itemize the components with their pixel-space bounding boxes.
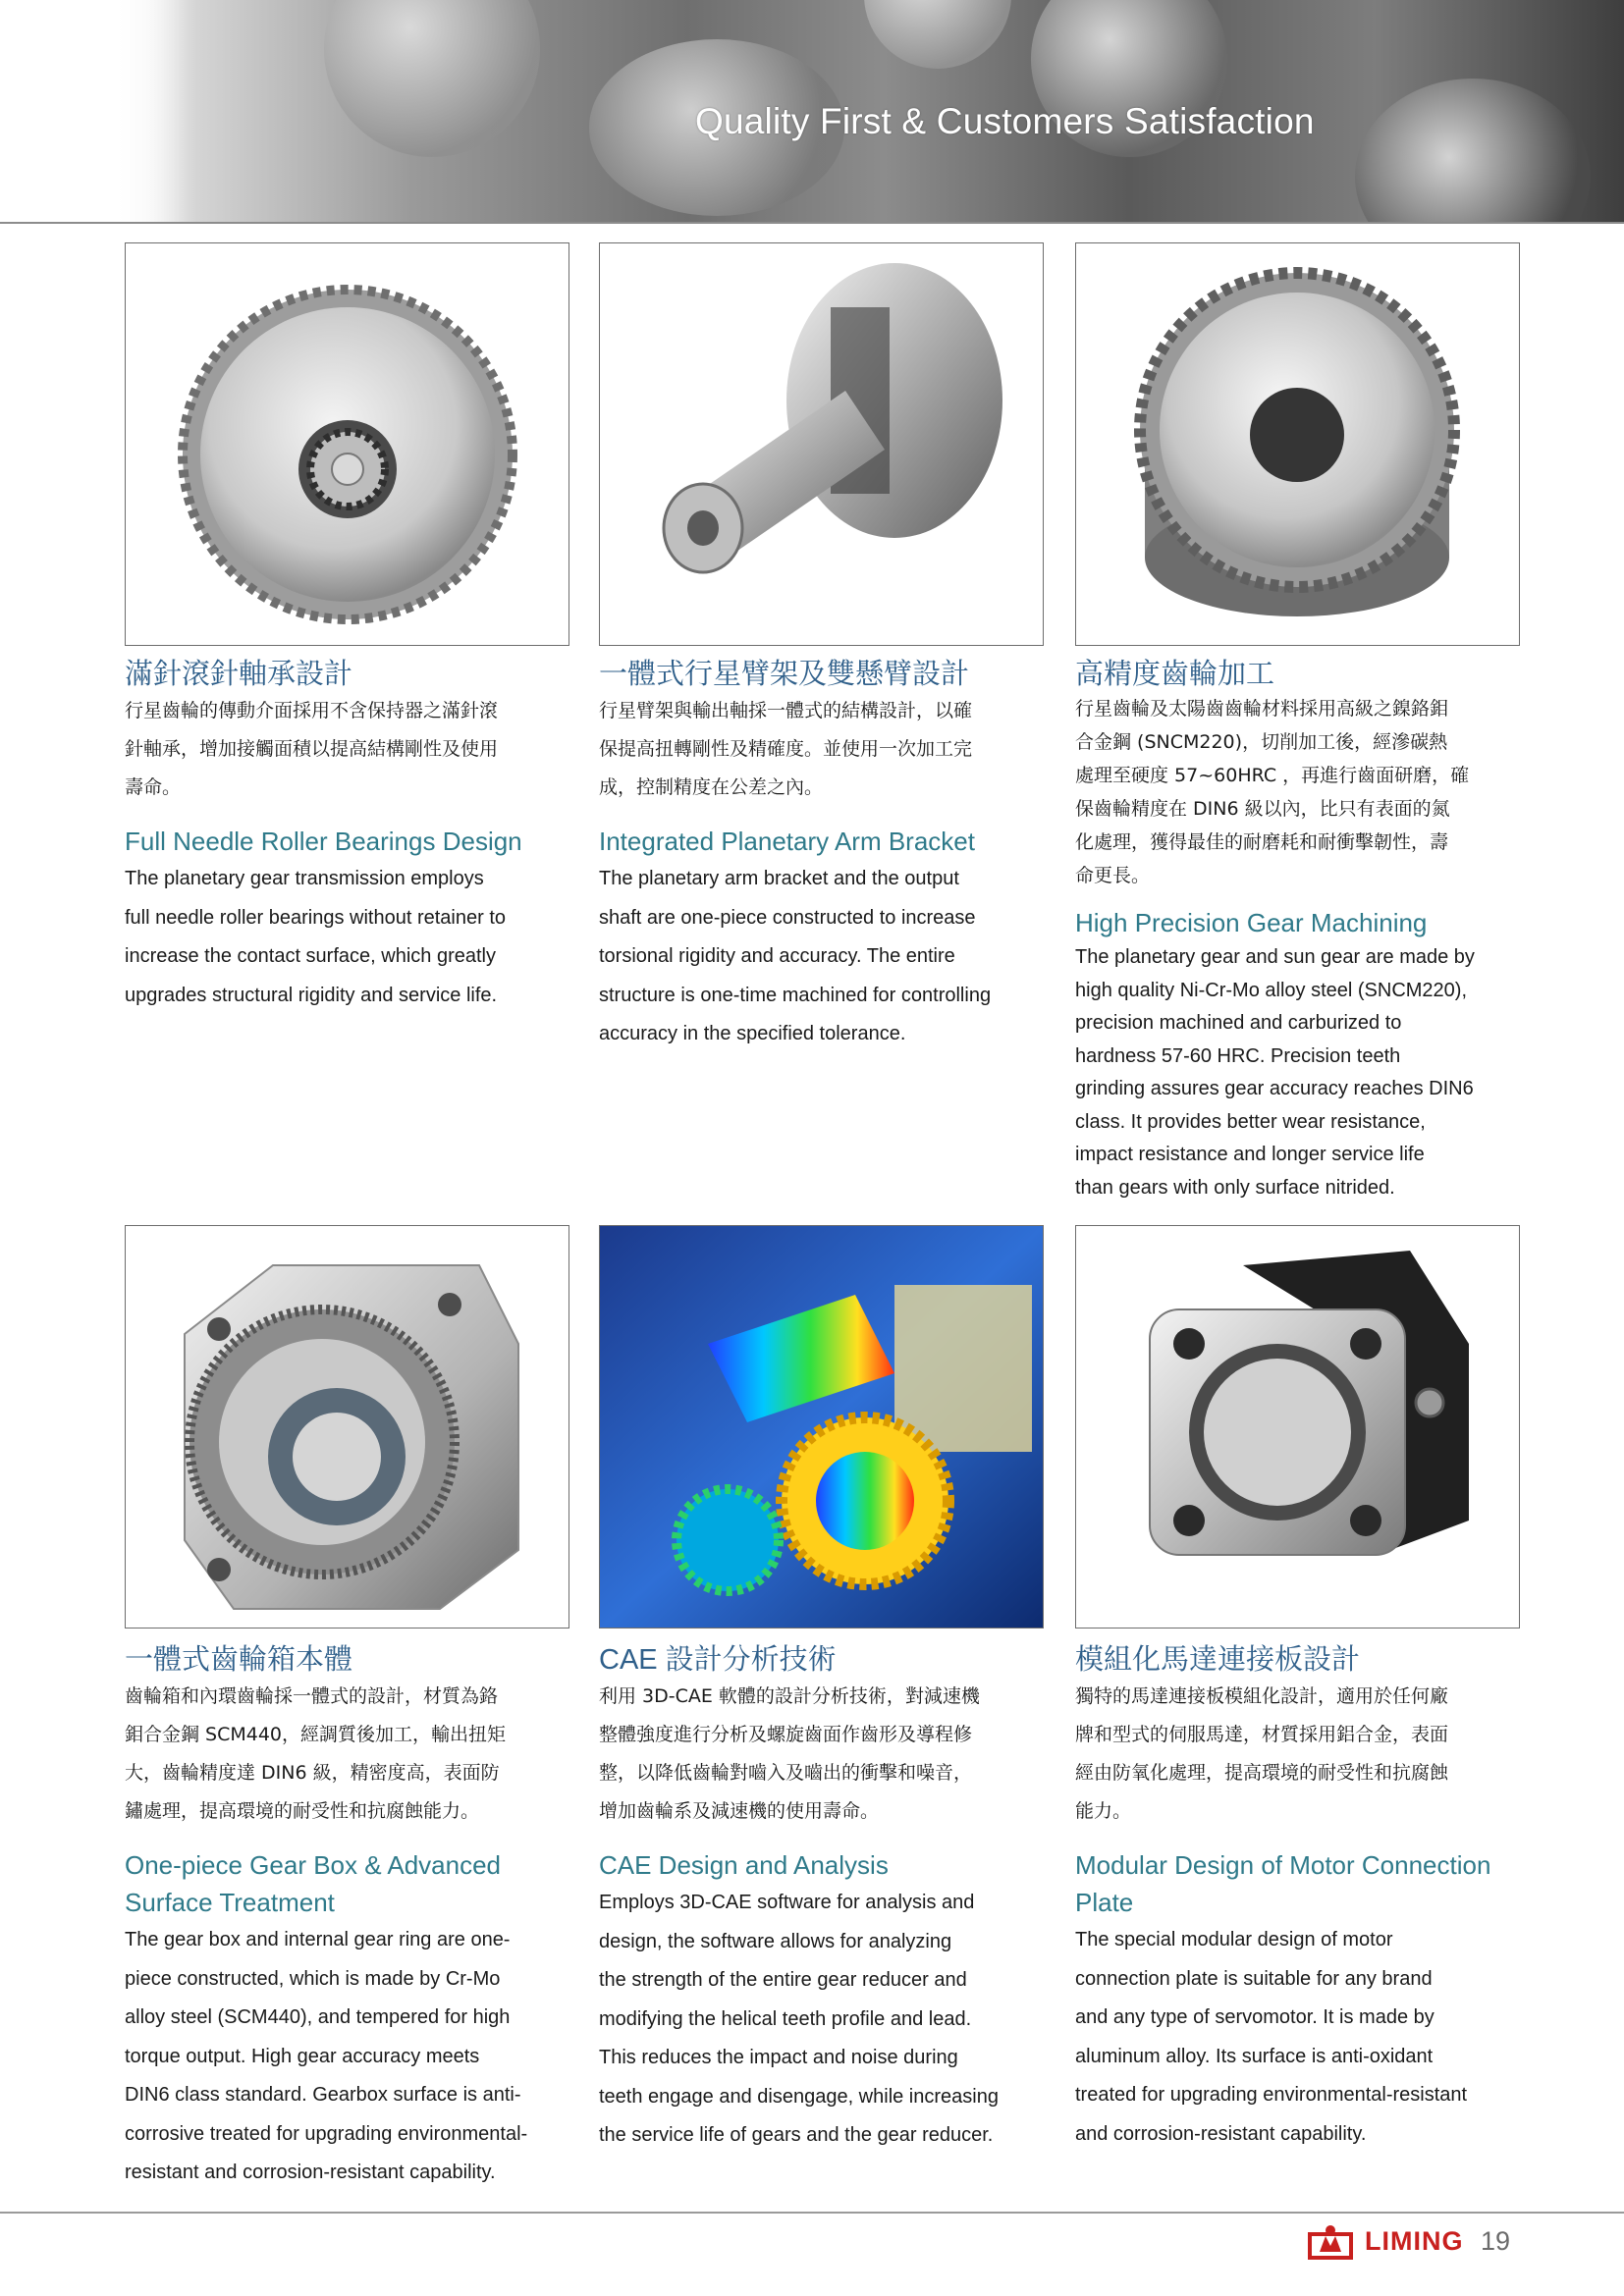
footer-divider (0, 2212, 1624, 2214)
header-banner (0, 0, 1624, 222)
section-title-zh: CAE 設計分析技術 (599, 1644, 837, 1676)
section-precision-gear (1075, 657, 1525, 1204)
section-cae (599, 1642, 1049, 2156)
precision-gear-photo (1075, 242, 1520, 646)
section-title-en: One-piece Gear Box & Advanced Surface Treatment (125, 1850, 502, 1917)
section-title-en: Full Needle Roller Bearings Design (125, 827, 522, 856)
section-body-zh: 行星臂架與輸出軸採一體式的結構設計，以確 保提高扭轉剛性及精確度。並使用一次加工完 成，控制精度在公差之內。 (599, 700, 973, 798)
section-body-en: The planetary gear and sun gear are made by high quality Ni-Cr-Mo alloy steel (SNCM220), precision machined and carburized to hardness 57-60 HRC. Precision teeth grinding assures gear accuracy reaches DIN6 class. It provides better wear resistance, impact resistance and longer service life than gears with only surface nitrided. (1075, 946, 1475, 1199)
section-body-zh: 獨特的馬達連接板模組化設計，適用於任何廠 牌和型式的伺服馬達，材質採用鋁合金，表面 經由防氧化處理，提高環境的耐受性和抗腐蝕 能力。 (1075, 1685, 1449, 1822)
section-motor-plate (1075, 1642, 1525, 2154)
gear-box-housing-photo (125, 1225, 569, 1629)
section-title-zh: 一體式行星臂架及雙懸臂設計 (599, 659, 970, 690)
section-body-zh: 行星齒輪及太陽齒齒輪材料採用高級之鎳鉻鉬 合金鋼 (SNCM220)，切削加工後，經滲碳熱 處理至硬度 57~60HRC ，再進行齒面研磨，確 保齒輪精度在 DIN6 級以內，比只有表面的氮 化處理，獲得最佳的耐磨耗和耐衝擊韌性，壽 命更長。 (1075, 698, 1470, 886)
section-title-en: CAE Design and Analysis (599, 1850, 889, 1880)
section-body-zh: 利用 3D-CAE 軟體的設計分析技術，對減速機 整體強度進行分析及螺旋齒面作齒形及導程修 整，以降低齒輪對嚙入及嚙出的衝擊和噪音， 增加齒輪系及減速機的使用壽命。 (599, 1685, 980, 1822)
section-title-en: High Precision Gear Machining (1075, 908, 1428, 937)
section-title-zh: 高精度齒輪加工 (1075, 659, 1275, 690)
needle-roller-gear-photo (125, 242, 569, 646)
section-title-zh: 模組化馬達連接板設計 (1075, 1644, 1361, 1676)
planetary-arm-bracket-photo (599, 242, 1044, 646)
section-title-en: Integrated Planetary Arm Bracket (599, 827, 975, 856)
section-body-en: The planetary arm bracket and the output shaft are one-piece constructed to increase torsional rigidity and accuracy. The entire structure is one-time machined for controlling accuracy in the specified tolerance. (599, 868, 992, 1044)
brand-name: LIMING (1365, 2226, 1464, 2256)
page-number: 19 (1481, 2226, 1511, 2256)
section-body-en: The special modular design of motor connection plate is suitable for any brand and any type of servomotor. It is made by aluminum alloy. Its surface is anti-oxidant treated for upgrading environmental-resistant and corrosion-resistant capability. (1075, 1929, 1468, 2145)
section-gear-box (125, 1642, 574, 2193)
motor-connection-plate-photo (1075, 1225, 1520, 1629)
section-body-zh: 齒輪箱和內環齒輪採一體式的設計，材質為鉻 鉬合金鋼 SCM440，經調質後加工，輸出扭矩 大，齒輪精度達 DIN6 級，精密度高，表面防 鏽處理，提高環境的耐受性和抗腐蝕能力。 (125, 1685, 507, 1822)
section-body-en: Employs 3D-CAE software for analysis and design, the software allows for analyzing the strength of the entire gear reducer and modifying the helical teeth profile and lead. This reduces the impact and noise during teeth engage and disengage, while increasing the service life of gears and the gear reducer. (599, 1892, 999, 2146)
section-title-zh: 滿針滾針軸承設計 (125, 659, 353, 690)
section-body-en: The planetary gear transmission employs full needle roller bearings without retainer to increase the contact surface, which greatly upgrades structural rigidity and service life. (125, 868, 506, 1006)
section-title-en: Modular Design of Motor Connection Plate (1075, 1850, 1491, 1917)
section-needle-roller (125, 657, 574, 1015)
section-title-zh: 一體式齒輪箱本體 (125, 1644, 353, 1676)
banner-title: Quality First & Customers Satisfaction (695, 101, 1315, 141)
banner-divider (0, 222, 1624, 224)
section-body-en: The gear box and internal gear ring are one- piece constructed, which is made by Cr-Mo alloy steel (SCM440), and tempered for high torque output. High gear accuracy meets DIN6 class standard. Gearbox surface is anti- corrosive treated for upgrading environmental- resistant and corrosion-resistant capability. (125, 1929, 528, 2183)
section-body-zh: 行星齒輪的傳動介面採用不含保持器之滿針滾 針軸承，增加接觸面積以提高結構剛性及使用 壽命。 (125, 700, 499, 798)
section-planetary-arm (599, 657, 1049, 1054)
liming-logo-icon (1308, 2224, 1353, 2260)
cae-analysis-photo (599, 1225, 1044, 1629)
